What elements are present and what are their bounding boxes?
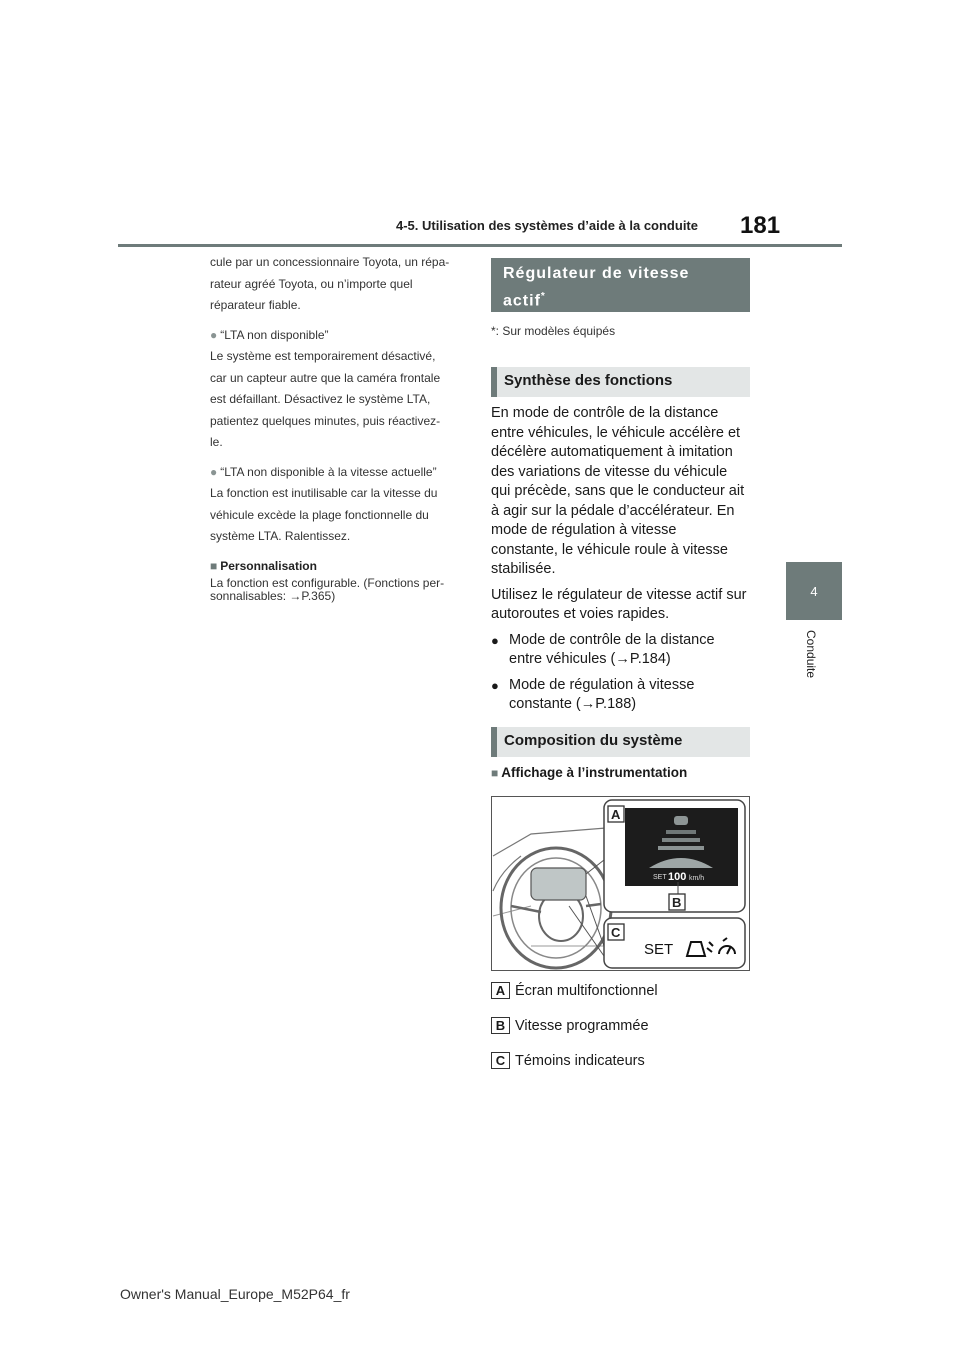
set-label: SET bbox=[653, 874, 667, 881]
footer-label: Owner's Manual_Europe_M52P64_fr bbox=[120, 1286, 350, 1302]
page-number: 181 bbox=[740, 212, 781, 239]
message-text: est défaillant. Désactivez le système LTA, bbox=[210, 392, 431, 406]
section-header: 4-5. Utilisation des systèmes d’aide à la conduite bbox=[396, 218, 698, 233]
speed-unit: km/h bbox=[689, 875, 705, 882]
section-title bbox=[491, 258, 750, 312]
legend-text: Témoins indicateurs bbox=[515, 1052, 645, 1069]
intro-line: cule par un concessionnaire Toyota, un répa- bbox=[210, 255, 450, 269]
legend-text: Vitesse programmée bbox=[515, 1017, 649, 1034]
legend-item bbox=[491, 982, 658, 999]
subsection-heading: Synthèse des fonctions bbox=[491, 367, 750, 397]
legend-item bbox=[491, 1052, 645, 1069]
body-line: mode de régulation à vitesse bbox=[491, 522, 677, 538]
message-title: “LTA non disponible” bbox=[220, 327, 329, 342]
body-line: En mode de contrôle de la distance bbox=[491, 405, 719, 421]
bullet-item bbox=[491, 676, 753, 715]
message-text: La fonction est inutilisable car la vitesse du bbox=[210, 486, 438, 500]
bullet-icon: ● bbox=[210, 464, 218, 479]
message-text: patientez quelques minutes, puis réactivez- bbox=[210, 413, 441, 428]
callout-c: C bbox=[611, 925, 621, 940]
message-text: car un capteur autre que la caméra frontale bbox=[210, 370, 441, 385]
intro-line: réparateur fiable. bbox=[210, 298, 301, 312]
chapter-tab bbox=[786, 562, 842, 620]
bullet-line: constante (→P.188) bbox=[509, 696, 637, 712]
header-rule bbox=[118, 244, 842, 247]
bullet-line: entre véhicules (→P.184) bbox=[509, 651, 671, 667]
preceding-vehicle-icon bbox=[674, 816, 688, 825]
section-title-line: Régulateur de vitesse bbox=[503, 265, 690, 282]
footnote: *: Sur modèles équipés bbox=[491, 324, 616, 338]
legend-item bbox=[491, 1017, 649, 1034]
chapter-label: Conduite bbox=[804, 630, 818, 679]
personnalisation-title: Personnalisation bbox=[220, 558, 317, 573]
chapter-number: 4 bbox=[810, 583, 818, 599]
personnalisation-heading bbox=[210, 556, 472, 578]
body-line: décélère automatiquement à imitation bbox=[491, 444, 733, 460]
legend-text: Écran multifonctionnel bbox=[515, 982, 658, 999]
callout-a: A bbox=[611, 807, 621, 822]
body-line: Utilisez le régulateur de vitesse actif sur bbox=[491, 586, 747, 603]
square-bullet-icon: ■ bbox=[491, 766, 499, 780]
footnote-mark: * bbox=[540, 291, 546, 302]
bullet-line: ● Mode de contrôle de la distance bbox=[509, 631, 715, 648]
subheading-text: Affichage à l’instrumentation bbox=[501, 765, 688, 780]
subheading bbox=[491, 765, 687, 780]
body-line: autoroutes et voies rapides. bbox=[491, 606, 670, 622]
legend-key: C bbox=[491, 1052, 510, 1069]
callout-b: B bbox=[672, 895, 682, 910]
personnalisation-text: La fonction est configurable. (Fonctions per- bbox=[210, 576, 445, 590]
set-speed-value: 100 bbox=[668, 871, 687, 883]
left-column bbox=[210, 252, 472, 603]
bullet-icon: ● bbox=[210, 327, 218, 342]
instrument-figure bbox=[491, 796, 750, 971]
body-line: constante, le véhicule roule à vitesse bbox=[491, 541, 728, 558]
message-text: système LTA. Ralentissez. bbox=[210, 529, 351, 543]
intro-line: rateur agréé Toyota, ou n’importe quel bbox=[210, 276, 413, 291]
message-text: Le système est temporairement désactivé, bbox=[210, 349, 436, 363]
body-line: des variations de vitesse du véhicule bbox=[491, 463, 728, 480]
body-line: entre véhicules, le véhicule accélère et bbox=[491, 424, 741, 441]
personnalisation-text: sonnalisables: →P.365) bbox=[210, 589, 336, 603]
distance-bar bbox=[662, 838, 700, 842]
subsection-heading: Composition du système bbox=[491, 727, 750, 757]
legend-key: A bbox=[491, 982, 510, 999]
right-column-text bbox=[491, 404, 753, 715]
set-indicator: SET bbox=[644, 941, 674, 958]
message-title: “LTA non disponible à la vitesse actuelle” bbox=[220, 464, 437, 479]
distance-bar bbox=[658, 846, 704, 850]
bullet-item bbox=[491, 631, 753, 670]
body-line: qui précède, sans que le conducteur ait bbox=[491, 483, 745, 499]
body-line: à agir sur la pédale d’accélérateur. En bbox=[491, 502, 735, 519]
cluster-highlight bbox=[531, 868, 586, 900]
indicator-callout bbox=[604, 918, 745, 968]
message-text: le. bbox=[210, 435, 223, 449]
body-line: stabilisée. bbox=[491, 561, 556, 577]
distance-bar bbox=[666, 830, 696, 834]
legend-key: B bbox=[491, 1017, 510, 1034]
message-text: véhicule excède la plage fonctionnelle du bbox=[210, 507, 429, 522]
square-bullet-icon: ■ bbox=[210, 558, 218, 573]
bullet-line: ● Mode de régulation à vitesse bbox=[509, 676, 695, 693]
message-item-1 bbox=[210, 325, 472, 347]
message-item-2 bbox=[210, 462, 472, 484]
section-title-line: actif bbox=[503, 292, 541, 310]
